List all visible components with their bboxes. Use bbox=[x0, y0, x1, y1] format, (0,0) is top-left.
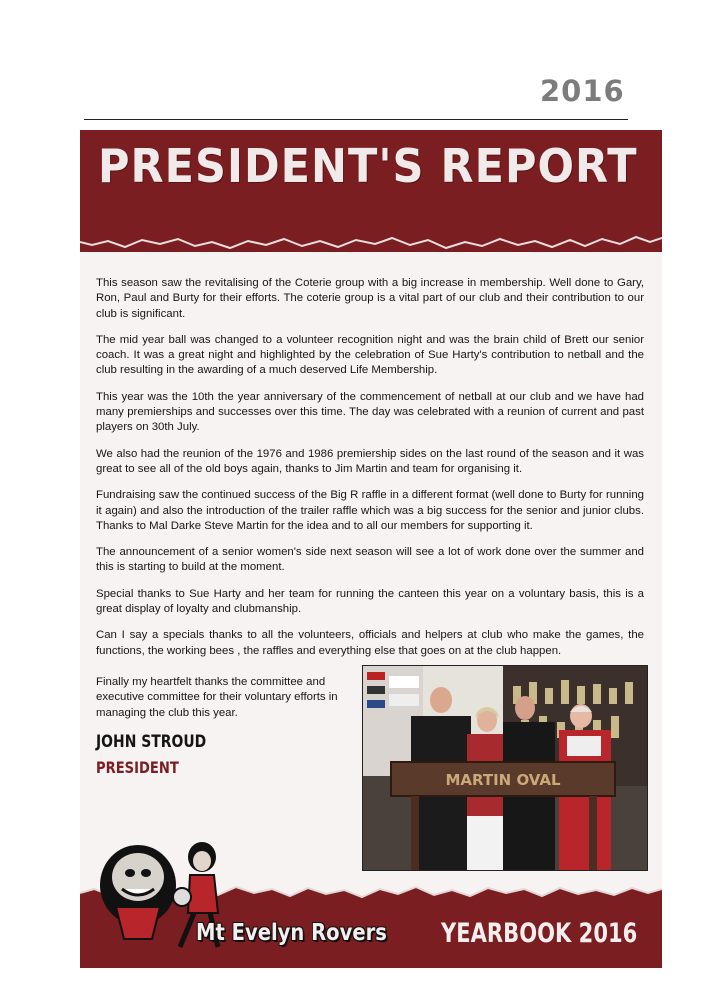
report-paragraph: We also had the reunion of the 1976 and 1986 premiership sides on the last round of the season and it was great to see all of the old boys again, thanks to Jim Martin and team for organising it. bbox=[96, 447, 644, 475]
report-paragraph: The mid year ball was changed to a volunteer recognition night and was the brain child of Brett our senior coach. It was a great night and highlighted by the celebration of Sue Harty's contribution to netball and the club resulting in the awarding of a much deserved Life Membership. bbox=[96, 333, 644, 377]
report-paragraph: Fundraising saw the continued success of the Big R raffle in a different format (well done to Burty for running it again) and also the introduction of the trailer raffle which was a big success for the senior and junior clubs. Thanks to Mal Darke Steve Martin for the idea and to all our members for supporting it. bbox=[96, 489, 644, 532]
club-name: Mt Evelyn Rovers bbox=[196, 920, 387, 946]
report-paragraph: Special thanks to Sue Harty and her team for running the canteen this year on a voluntary basis, this is a great display of loyalty and clubmanship. bbox=[96, 587, 644, 616]
report-paragraph: The announcement of a senior women's side next season will see a lot of work done over the summer and this is starting to build at the moment. bbox=[96, 546, 644, 574]
torn-paper-edge bbox=[80, 220, 662, 260]
report-paragraph: This year was the 10th the year anniversary of the commencement of netball at our club and we have had many premierships and successes over this time. The day was celebrated with a reunion of current and past players on 30th July. bbox=[96, 390, 644, 434]
header-rule bbox=[84, 119, 628, 120]
report-paragraph: This season saw the revitalising of the Coterie group with a big increase in membership. Well done to Gary, Ron, Paul and Burty for their efforts. The coterie group is a vital part of our club and their contribution to our club is significant. bbox=[96, 277, 644, 320]
group-photo-illustration bbox=[363, 666, 647, 870]
page-year: 2016 bbox=[540, 74, 625, 108]
report-page bbox=[80, 130, 662, 968]
yearbook-label: YEARBOOK 2016 bbox=[441, 918, 638, 949]
group-photo bbox=[362, 665, 648, 871]
closing-paragraph: Finally my heartfelt thanks the committee and executive committee for their voluntary efforts in managing the club this year. bbox=[96, 676, 338, 719]
oval-sign-text: MARTIN OVAL bbox=[445, 771, 561, 789]
report-paragraph: Can I say a specials thanks to all the volunteers, officials and helpers at club who make the games, the functions, the working bees , the raffles and everything else that goes on at the club happen. bbox=[96, 629, 644, 657]
report-body bbox=[96, 276, 644, 670]
report-title: PRESIDENT'S REPORT bbox=[98, 140, 638, 194]
signature-name: JOHN STROUD bbox=[96, 732, 207, 752]
signature-title: PRESIDENT bbox=[96, 758, 179, 777]
